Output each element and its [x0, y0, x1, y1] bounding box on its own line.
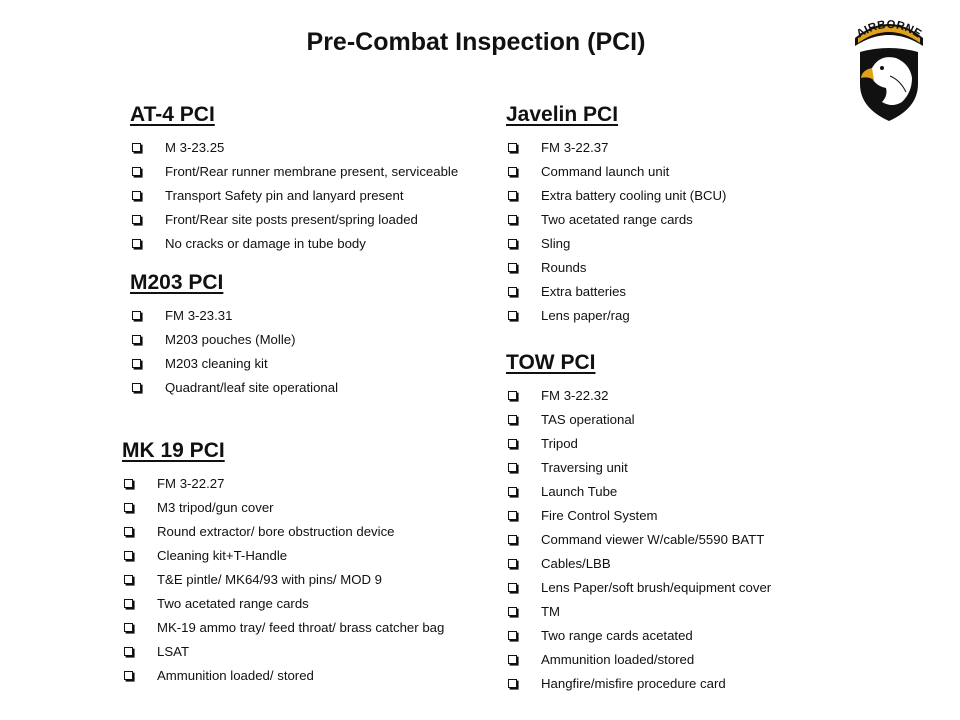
airborne-patch-icon	[852, 16, 926, 122]
checklist-item: Front/Rear runner membrane present, serviceable	[130, 159, 458, 183]
checklist-item: MK-19 ammo tray/ feed throat/ brass catcher bag	[122, 615, 444, 639]
checkbox-icon	[124, 671, 133, 680]
checkbox-icon	[124, 599, 133, 608]
checkbox-icon	[508, 679, 517, 688]
checkbox-icon	[124, 527, 133, 536]
checkbox-icon	[508, 487, 517, 496]
checklist-item: Ammunition loaded/ stored	[122, 663, 444, 687]
checklist	[122, 471, 444, 687]
checkbox-icon	[508, 167, 517, 176]
checklist-item: Command viewer W/cable/5590 BATT	[506, 527, 771, 551]
checklist-item: M3 tripod/gun cover	[122, 495, 444, 519]
checklist-item: Front/Rear site posts present/spring loaded	[130, 207, 458, 231]
section-heading: Javelin PCI	[506, 103, 619, 126]
checklist-item: LSAT	[122, 639, 444, 663]
section-at4-pci	[130, 101, 458, 255]
checklist-item: No cracks or damage in tube body	[130, 231, 458, 255]
checklist-item: M203 cleaning kit	[130, 351, 338, 375]
checklist	[130, 303, 338, 399]
checkbox-icon	[132, 359, 141, 368]
section-heading: TOW PCI	[506, 351, 596, 374]
checklist-item: Cleaning kit+T-Handle	[122, 543, 444, 567]
checkbox-icon	[124, 647, 133, 656]
checkbox-icon	[508, 391, 517, 400]
section-m203-pci	[130, 269, 338, 399]
section-heading: M203 PCI	[130, 271, 224, 294]
checkbox-icon	[508, 311, 517, 320]
checkbox-icon	[508, 463, 517, 472]
checkbox-icon	[508, 583, 517, 592]
checklist-item: Traversing unit	[506, 455, 771, 479]
checklist-item: Two acetated range cards	[122, 591, 444, 615]
checkbox-icon	[508, 239, 517, 248]
checkbox-icon	[124, 623, 133, 632]
logo-tab-text: AIRBORNE	[854, 18, 924, 41]
checkbox-icon	[132, 239, 141, 248]
checkbox-icon	[508, 191, 517, 200]
checkbox-icon	[508, 287, 517, 296]
checkbox-icon	[508, 559, 517, 568]
section-javelin-pci	[506, 101, 726, 327]
checkbox-icon	[508, 535, 517, 544]
checklist-item: Command launch unit	[506, 159, 726, 183]
checkbox-icon	[124, 479, 133, 488]
checklist-item: Lens Paper/soft brush/equipment cover	[506, 575, 771, 599]
checklist-item: M203 pouches (Molle)	[130, 327, 338, 351]
checkbox-icon	[508, 655, 517, 664]
section-heading: MK 19 PCI	[122, 439, 225, 462]
checkbox-icon	[508, 415, 517, 424]
checklist-item: Transport Safety pin and lanyard present	[130, 183, 458, 207]
checklist-item: TAS operational	[506, 407, 771, 431]
checkbox-icon	[132, 335, 141, 344]
checkbox-icon	[132, 191, 141, 200]
checklist-item: M 3-23.25	[130, 135, 458, 159]
checkbox-icon	[508, 263, 517, 272]
checklist-item: Cables/LBB	[506, 551, 771, 575]
checkbox-icon	[508, 439, 517, 448]
checklist-item: FM 3-22.32	[506, 383, 771, 407]
checkbox-icon	[508, 215, 517, 224]
checklist-item: Two acetated range cards	[506, 207, 726, 231]
checklist-item: FM 3-23.31	[130, 303, 338, 327]
checklist-item: Launch Tube	[506, 479, 771, 503]
checklist	[506, 135, 726, 327]
checkbox-icon	[124, 575, 133, 584]
checklist-item: FM 3-22.37	[506, 135, 726, 159]
page-title: Pre-Combat Inspection (PCI)	[306, 28, 646, 56]
checkbox-icon	[124, 503, 133, 512]
checklist-item: Rounds	[506, 255, 726, 279]
section-heading: AT-4 PCI	[130, 103, 215, 126]
checklist-item: Sling	[506, 231, 726, 255]
checklist-item: Extra batteries	[506, 279, 726, 303]
checklist	[130, 135, 458, 255]
svg-text:AIRBORNE	[855, 19, 924, 41]
checklist-item: Two range cards acetated	[506, 623, 771, 647]
section-tow-pci	[506, 349, 771, 695]
checkbox-icon	[132, 311, 141, 320]
checklist-item: Ammunition loaded/stored	[506, 647, 771, 671]
checklist-item: FM 3-22.27	[122, 471, 444, 495]
checkbox-icon	[508, 511, 517, 520]
checklist-item: TM	[506, 599, 771, 623]
checklist-item: Lens paper/rag	[506, 303, 726, 327]
checklist-item: Fire Control System	[506, 503, 771, 527]
checkbox-icon	[508, 631, 517, 640]
checklist-item: Round extractor/ bore obstruction device	[122, 519, 444, 543]
checkbox-icon	[132, 215, 141, 224]
section-mk19-pci	[122, 437, 444, 687]
checkbox-icon	[124, 551, 133, 560]
checklist-item: T&E pintle/ MK64/93 with pins/ MOD 9	[122, 567, 444, 591]
checklist-item: Extra battery cooling unit (BCU)	[506, 183, 726, 207]
checklist-item: Quadrant/leaf site operational	[130, 375, 338, 399]
checkbox-icon	[132, 383, 141, 392]
checkbox-icon	[508, 143, 517, 152]
checklist-item: Tripod	[506, 431, 771, 455]
checklist-item: Hangfire/misfire procedure card	[506, 671, 771, 695]
checkbox-icon	[508, 607, 517, 616]
checkbox-icon	[132, 143, 141, 152]
checkbox-icon	[132, 167, 141, 176]
checklist	[506, 383, 771, 695]
